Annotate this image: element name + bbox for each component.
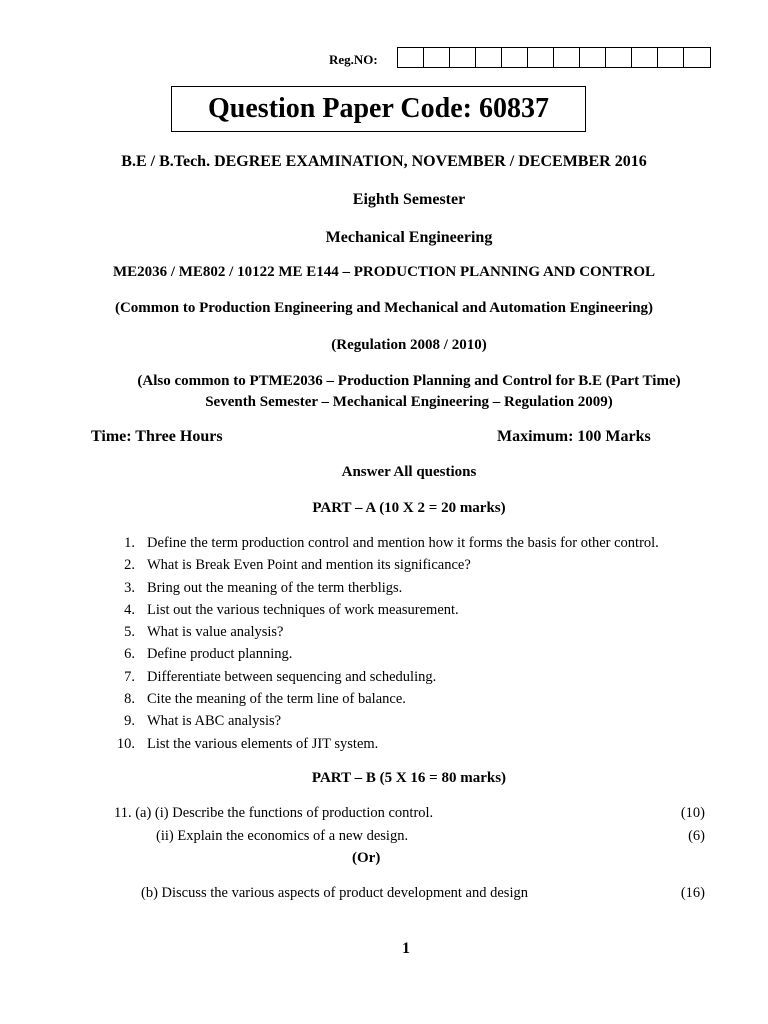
part-a-questions xyxy=(111,532,659,755)
or-separator: (Or) xyxy=(352,850,381,866)
question-number: 5. xyxy=(124,624,135,641)
reg-no-box[interactable] xyxy=(684,48,710,67)
q11-a-ii-marks: (6) xyxy=(688,828,705,844)
reg-no-box[interactable] xyxy=(658,48,684,67)
question-text: Define the term production control and mention how it forms the basis for other control. xyxy=(147,535,659,551)
question-number: 6. xyxy=(124,646,135,663)
question-number: 8. xyxy=(124,691,135,708)
q11-a-i: 11. (a) (i) Describe the functions of production control. xyxy=(114,805,434,821)
question-text: List the various elements of JIT system. xyxy=(147,735,379,752)
part-a-heading: PART – A (10 X 2 = 20 marks) xyxy=(312,500,506,516)
reg-no-box[interactable] xyxy=(554,48,580,67)
question-text: What is ABC analysis? xyxy=(147,713,282,730)
reg-no-box[interactable] xyxy=(476,48,502,67)
reg-no-box[interactable] xyxy=(398,48,424,67)
q11-b-marks: (16) xyxy=(680,885,705,901)
list-item xyxy=(111,621,659,643)
instruction: Answer All questions xyxy=(341,464,477,480)
q11-b: (b) Discuss the various aspects of product development and design xyxy=(141,885,528,901)
list-item xyxy=(111,666,659,688)
reg-no-box[interactable] xyxy=(528,48,554,67)
reg-no-label: Reg.NO: xyxy=(329,52,378,67)
also-common-line-1: (Also common to PTME2036 – Production Planning and Control for B.E (Part Time) xyxy=(137,373,681,389)
question-text: List out the various techniques of work measurement. xyxy=(147,601,459,618)
reg-no-box[interactable] xyxy=(580,48,606,67)
question-number: 3. xyxy=(124,579,135,596)
question-text: Cite the meaning of the term line of balance. xyxy=(147,691,406,708)
course-title: ME2036 / ME802 / 10122 ME E144 – PRODUCTION PLANNING AND CONTROL xyxy=(112,264,656,280)
max-marks-label: Maximum: 100 Marks xyxy=(497,428,651,445)
list-item xyxy=(111,688,659,710)
reg-no-box[interactable] xyxy=(632,48,658,67)
list-item xyxy=(111,710,659,732)
common-to-line: (Common to Production Engineering and Mechanical and Automation Engineering) xyxy=(114,300,654,316)
reg-no-box[interactable] xyxy=(424,48,450,67)
question-text: What is Break Even Point and mention its significance? xyxy=(147,557,471,574)
department-title: Mechanical Engineering xyxy=(325,229,493,246)
list-item xyxy=(111,599,659,621)
question-text: Differentiate between sequencing and scheduling. xyxy=(147,668,437,685)
exam-title: B.E / B.Tech. DEGREE EXAMINATION, NOVEMBER / DECEMBER 2016 xyxy=(121,153,647,170)
q11-a-ii: (ii) Explain the economics of a new design. xyxy=(156,828,409,844)
question-paper-code: Question Paper Code: 60837 xyxy=(171,86,586,132)
list-item xyxy=(111,554,659,576)
q11-a-i-marks: (10) xyxy=(680,805,705,821)
question-text: Bring out the meaning of the term therbligs. xyxy=(147,579,403,596)
reg-no-boxes xyxy=(397,47,711,68)
question-number: 2. xyxy=(124,557,135,574)
time-label: Time: Three Hours xyxy=(91,428,223,445)
page-number: 1 xyxy=(402,940,410,957)
question-number: 10. xyxy=(116,735,135,752)
list-item xyxy=(111,733,659,755)
question-number: 9. xyxy=(124,713,135,730)
question-text: What is value analysis? xyxy=(147,624,284,641)
list-item xyxy=(111,532,659,554)
also-common-line-2: Seventh Semester – Mechanical Engineering – Regulation 2009) xyxy=(205,394,613,410)
list-item xyxy=(111,577,659,599)
question-number: 1. xyxy=(124,535,135,551)
reg-no-box[interactable] xyxy=(606,48,632,67)
regulation-line: (Regulation 2008 / 2010) xyxy=(331,337,487,353)
list-item xyxy=(111,643,659,665)
reg-no-box[interactable] xyxy=(450,48,476,67)
question-number: 7. xyxy=(124,668,135,685)
semester-title: Eighth Semester xyxy=(352,191,466,208)
reg-no-box[interactable] xyxy=(502,48,528,67)
part-b-heading: PART – B (5 X 16 = 80 marks) xyxy=(311,770,507,786)
question-number: 4. xyxy=(124,601,135,618)
question-text: Define product planning. xyxy=(147,646,293,663)
